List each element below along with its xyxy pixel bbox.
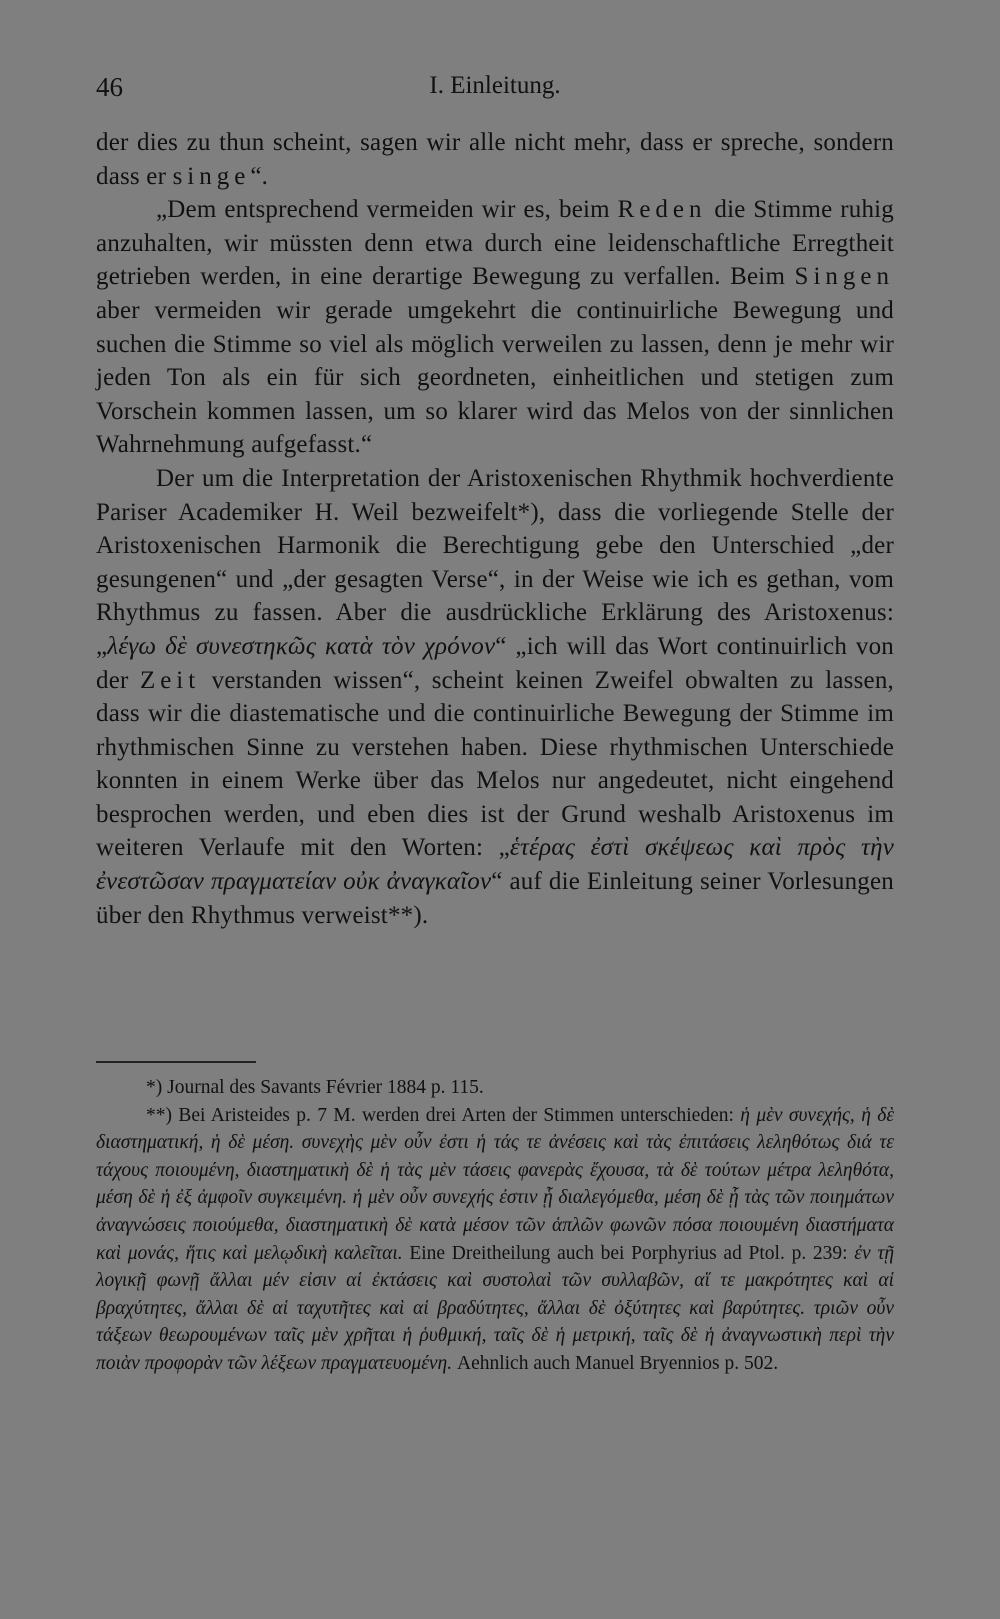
text-run: “ „ich will das Wort continuirlich von der [96,632,894,694]
greek-quotation: ἑτέρας ἐστὶ σκέψεως καὶ πρὸς τὴν ἐνεστῶσαν πραγματείαν οὐκ ἀναγκαῖον [96,834,894,896]
running-head [96,72,894,108]
paragraph [96,193,894,462]
paragraph [96,126,894,193]
text-run: “ auf die Einleitung seiner Vorlesungen über den Rhythmus verweist**). [96,868,894,929]
text-run: Eine Dreitheilung auch bei Porphyrius ad Ptol. p. 239: [402,1242,855,1264]
footnote [96,1074,894,1102]
text-run: die Stimme ruhig anzuhalten, wir müssten denn etwa durch eine leidenschaftliche Erregtheit getrieben werden, in eine derartige Bewegung zu verfallen. Beim [96,196,894,291]
greek-quotation: ἡ μὲν συνεχής, ἡ δὲ διαστηματική, ἡ δὲ μέση. συνεχὴς μὲν οὖν ἐστι ἡ τάς τε ἀνέσεις καὶ τὰς ἐπιτάσεις λεληθότως διά τε τάχους ποιουμένη, διαστηματικὴ δὲ ἡ τὰς μὲν τάσεις φανερὰς ἔχουσα, τὰ δὲ τούτων μέτρα λεληθότα, μέση δὲ ἡ ἐξ ἀμφοῖν συγκειμένη. ἡ μὲν οὖν συνεχής ἐστιν ᾗ διαλεγόμεθα, μέση δὲ ᾗ τὰς τῶν ποιημάτων ἀναγνώσεις ποιούμεθα, διαστηματικὴ δὲ κατὰ μέσον τῶν ἁπλῶν φωνῶν πόσα ποιουμένη διαστήματα καὶ μονάς, ἥτις καὶ μελῳδικὴ καλεῖται. [96,1104,894,1264]
text-run: Aehnlich auch Manuel Bryennios p. 502. [452,1352,779,1374]
text-run: **) Bei Aristeides p. 7 M. werden drei Arten der Stimmen unterschieden: [146,1104,741,1126]
main-text [96,126,894,932]
spaced-emphasis: singe [172,162,251,190]
page-number: 46 [96,72,123,102]
spaced-emphasis: Zeit [139,666,201,694]
footnote [96,1102,894,1378]
greek-quotation: ἐν τῇ λογικῇ φωνῇ ἄλλαι μέν εἰσιν αἱ ἐκτάσεις καὶ συστολαὶ τῶν συλλαβῶν, αἵ τε μακρότητες καὶ αἱ βραχύτητες, ἄλλαι δὲ αἱ ταχυτῆτες καὶ αἱ βραδύτητες, ἄλλαι δὲ ὀξύτητες καὶ βαρύτητες. τριῶν οὖν τάξεων θεωρουμένων ταῖς μὲν χρῆται ἡ ῥυθμική, ταῖς δὲ ἡ μετρική, ταῖς δὲ ἡ ἀναγνωστικὴ περὶ τὴν ποιὰν προφορὰν τῶν λέξεων πραγματευομένη. [96,1242,895,1374]
spaced-emphasis: Reden [617,196,707,224]
text-run: der dies zu thun scheint, sagen wir alle nicht mehr, dass er spreche, sondern dass er [96,129,894,190]
paragraph [96,462,894,932]
text-run: *) Journal des Savants Février 1884 p. 115. [146,1077,484,1098]
text-run: aber vermeiden wir gerade umgekehrt die continuirliche Bewegung und suchen die Stimme so viel als möglich verweilen zu lassen, denn je mehr wir jeden Ton als ein für sich geordneten, einheitlichen und stetigen zum Vorschein kommen lassen, um so klarer wird das Melos von der sinnlichen Wahrnehmung aufgefasst.“ [96,296,894,459]
spaced-emphasis: Singen [794,263,894,291]
greek-quotation: λέγω δὲ συνεστηκῶς κατὰ τὸν χρόνον [107,632,496,660]
chapter-title: I. Einleitung. [429,72,561,99]
text-run: Der um die Interpretation der Aristoxenischen Rhythmik hochverdiente Pariser Academiker H. Weil bezweifelt*), dass die vorliegende Stelle der Aristoxenischen Harmonik die Berechtigung gebe den Unterschied „der gesungenen“ und „der gesagten Verse“, in der Weise wie ich es gethan, vom Rhythmus zu fassen. Aber die ausdrückliche Erklärung des Aristoxenus: „ [96,464,894,660]
text-run: verstanden wissen“, scheint keinen Zweifel obwalten zu lassen, dass wir die diastematische und die continuirliche Bewegung der Stimme im rhythmischen Sinne zu verstehen haben. Diese rhythmischen Unterschiede konnten in einem Werke über das Melos nur angedeutet, nicht eingehend besprochen werden, und eben dies ist der Grund weshalb Aristoxenus im weiteren Verlaufe mit den Worten: „ [96,666,894,862]
text-run: “. [250,162,269,190]
footnotes [96,1074,894,1378]
footnote-rule [96,1061,256,1063]
text-run: „Dem entsprechend vermeiden wir es, beim [156,196,618,224]
